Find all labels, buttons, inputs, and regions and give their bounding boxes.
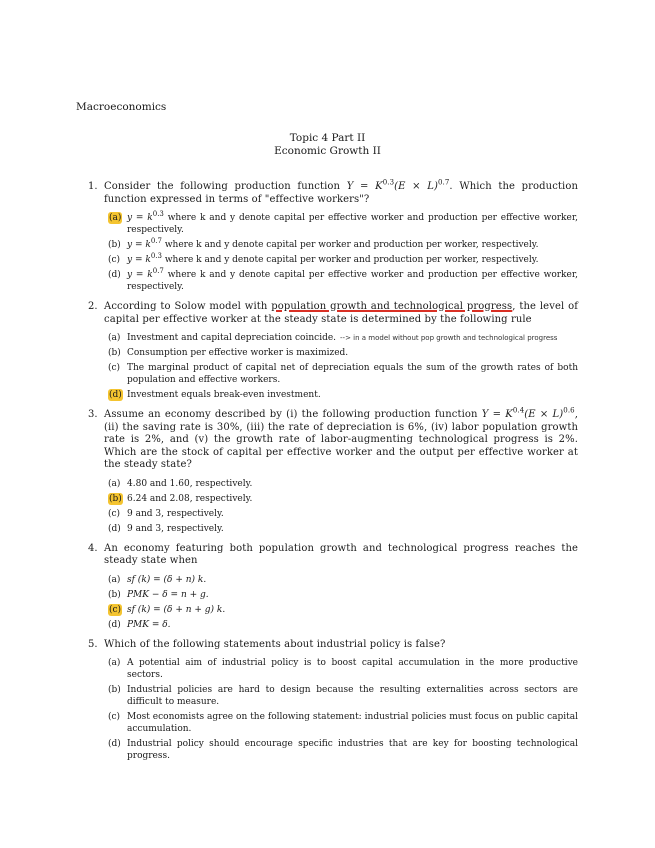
red-underline-annotation: population growth and technological progress [271, 301, 513, 312]
option-label: (b) [109, 493, 122, 504]
question-text: Consider the following production function $Y = K^{0.3}(E \times L)^{0.7}$. Which the production function expressed in terms of "effective workers"? [104, 178, 578, 205]
question-number: 4. [88, 542, 98, 554]
course-name: Macroeconomics [76, 101, 167, 113]
options-list [108, 657, 578, 762]
option-label: (b) [108, 589, 121, 600]
option-label: (c) [108, 508, 121, 519]
question-text: Assume an economy described by (i) the following production function $Y = K^{0.4}(E \times L)^{0.6}$, (ii) the saving rate is 30%, (iii) the rate of depreciation is 6%, (iv) labor population growth rate is 2%, and (v) the growth rate of labor-augmenting technological progress is 2%. Which are the stock of capital per effective worker and the output per effective worker at the steady state? [104, 406, 578, 470]
option-d[interactable]: (d) $y = k^{0.7}$ where k and y denote capital per effective worker and production per effective worker, respectively. [108, 267, 578, 292]
option-b[interactable]: (b) Consumption per effective worker is maximized. [108, 348, 349, 358]
option-label: (a) [108, 333, 121, 343]
question-list [88, 178, 579, 770]
option-a[interactable]: (a) 4.80 and 1.60, respectively. [108, 478, 253, 489]
options-list [108, 478, 578, 535]
option-label: (c) [108, 712, 121, 722]
option-label: (d) [109, 390, 122, 400]
option-d[interactable]: (d) 9 and 3, respectively. [108, 523, 224, 534]
question-number: 1. [88, 181, 98, 192]
option-b[interactable]: (b) $y = k^{0.7}$ where k and y denote capital per worker and production per worker, respectively. [108, 237, 539, 250]
option-c[interactable]: (c) Most economists agree on the following statement: industrial policies must focus on public capital accumulation. [108, 712, 578, 734]
question-5 [88, 639, 578, 763]
question-number: 2. [88, 301, 98, 312]
question-4 [88, 543, 578, 631]
option-c[interactable]: (c) The marginal product of capital net of depreciation equals the sum of the growth rates of both population and effective workers. [108, 363, 578, 385]
options-list [108, 332, 578, 401]
option-a[interactable]: (a) $y = k^{0.3}$ where k and y denote capital per effective worker and production per effective worker, respectively. [109, 210, 578, 235]
option-label: (a) [108, 478, 121, 489]
option-label: (d) [108, 523, 121, 534]
option-b[interactable]: (b) Industrial policies are hard to design because the resulting externalities across sectors are difficult to measure. [108, 685, 578, 707]
option-label: (c) [109, 604, 122, 615]
question-text: According to Solow model with population growth and technological progress, the level of capital per effective worker at the steady state is determined by the following rule [104, 301, 579, 325]
options-list [108, 574, 578, 631]
option-b[interactable]: (b) PMK − δ = n + g. [108, 589, 209, 600]
question-number: 5. [88, 638, 98, 650]
option-b[interactable]: (b) 6.24 and 2.08, respectively. [109, 493, 253, 504]
option-label: (d) [108, 739, 121, 749]
option-c[interactable]: (c) $y = k^{0.3}$ where k and y denote capital per worker and production per worker, respectively. [108, 252, 539, 265]
option-label: (d) [108, 270, 121, 280]
question-number: 3. [88, 409, 98, 420]
question-1 [88, 178, 578, 293]
option-label: (c) [108, 363, 121, 373]
option-label: (b) [108, 240, 121, 250]
question-text: An economy featuring both population growth and technological progress reaches the steady state when [104, 542, 578, 566]
question-3 [88, 406, 578, 535]
title-block [0, 132, 655, 158]
options-list [108, 212, 578, 293]
option-c[interactable]: (c) 9 and 3, respectively. [108, 508, 224, 519]
topic-subtitle: Economic Growth II [274, 145, 381, 157]
option-label: (a) [108, 658, 121, 668]
option-d[interactable]: (d) Investment equals break-even investment. [109, 390, 321, 400]
option-label: (b) [108, 685, 121, 695]
option-a[interactable]: (a) sf (k) = (δ + n) k. [108, 574, 207, 585]
option-label: (a) [109, 213, 122, 223]
topic-title: Topic 4 Part II [289, 132, 366, 144]
option-label: (b) [108, 348, 121, 358]
option-a[interactable]: (a) A potential aim of industrial policy is to boost capital accumulation in the more productive sectors. [108, 658, 578, 680]
handwritten-note: --> in a model without pop growth and technological progress [340, 334, 558, 342]
option-c[interactable]: (c) sf (k) = (δ + n + g) k. [109, 604, 226, 615]
option-a[interactable]: (a) Investment and capital depreciation coincide. --> in a model without pop growth and technological progress [108, 333, 558, 343]
question-2 [88, 301, 578, 401]
option-label: (d) [108, 619, 121, 630]
option-d[interactable]: (d) PMK = δ. [108, 619, 171, 630]
question-text: Which of the following statements about industrial policy is false? [104, 638, 446, 650]
option-label: (c) [108, 255, 121, 265]
option-label: (a) [108, 574, 121, 585]
option-d[interactable]: (d) Industrial policy should encourage specific industries that are key for boosting technological progress. [108, 739, 578, 761]
